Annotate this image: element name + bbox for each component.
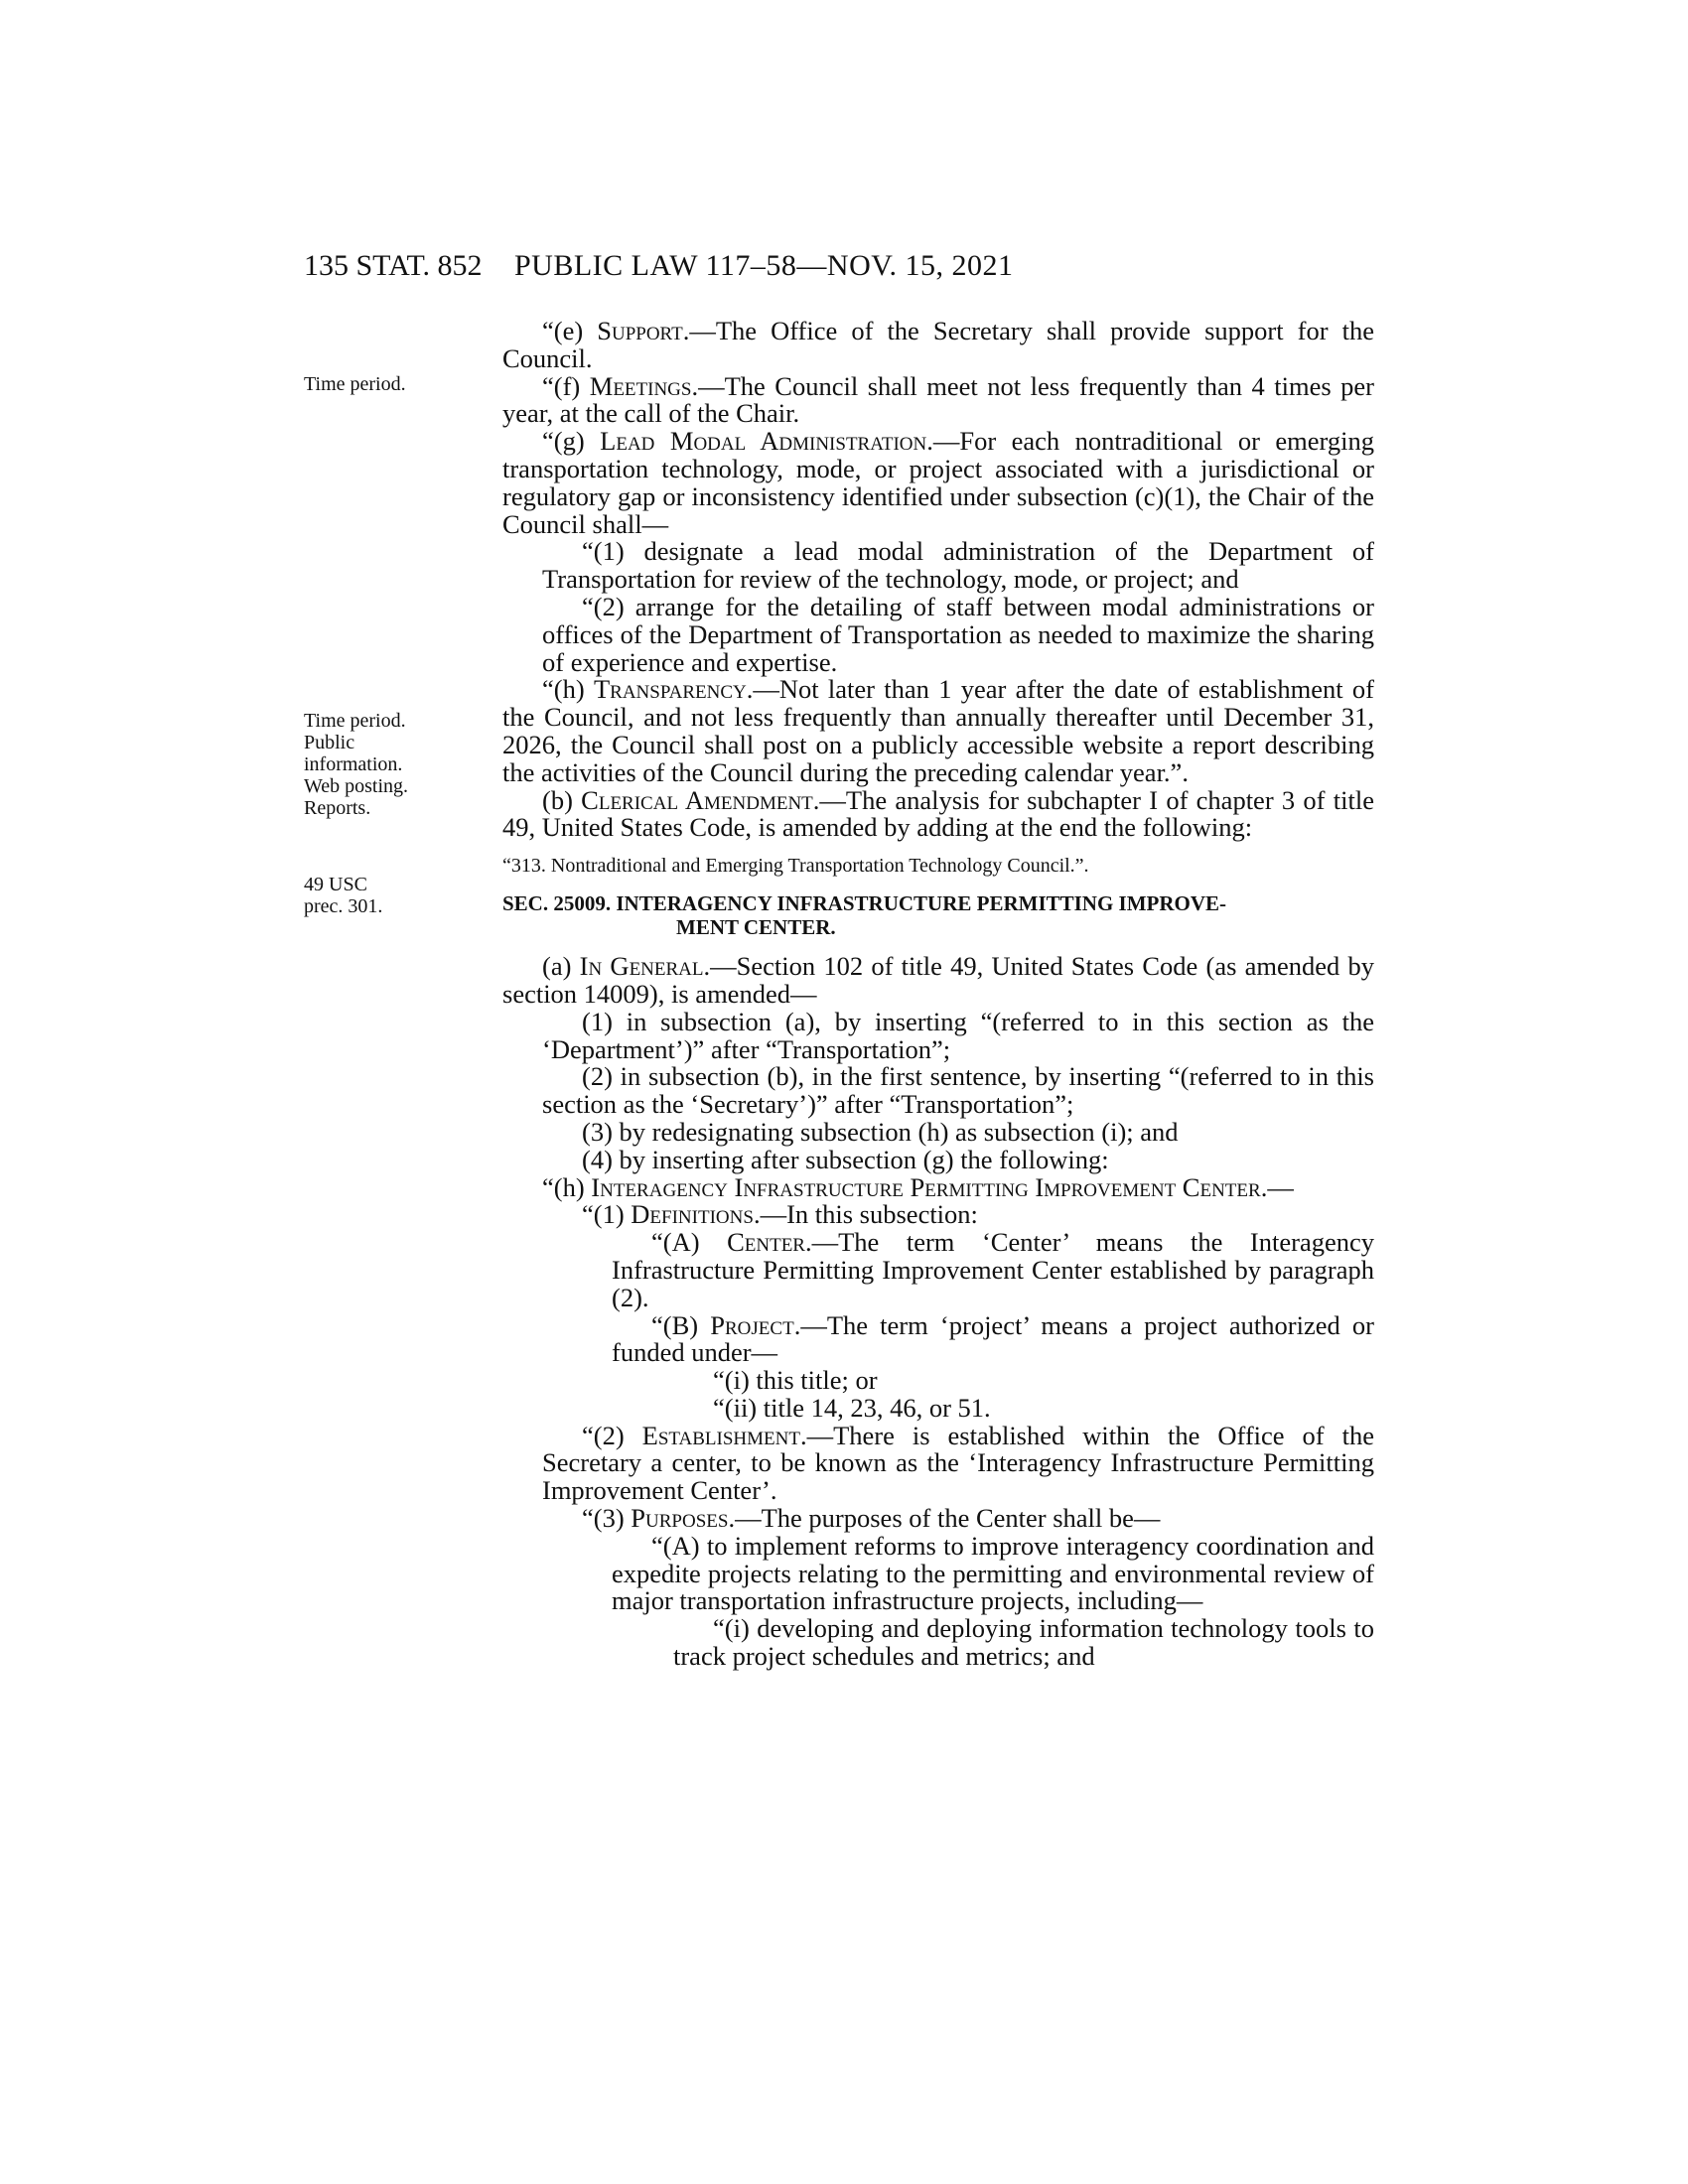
subsection-a: (a) In General.—Section 102 of title 49, United States Code (as amended by section 14009), is amended— <box>502 951 1375 1009</box>
heading-meetings: Meetings <box>589 370 692 401</box>
heading-transparency: Transparency <box>593 674 747 705</box>
margin-note-line: Web posting. <box>304 775 409 797</box>
clause-i: “(i) this title; or <box>713 1365 878 1396</box>
definition-center: “(A) Center.—The term ‘Center’ means the Interagency Infrastructure Permitting Improvement Center established by paragraph (2). <box>612 1227 1374 1312</box>
clause-ii: “(ii) title 14, 23, 46, or 51. <box>713 1392 991 1423</box>
purpose-a-i: “(i) developing and deploying information technology tools to track project schedules and metrics; and <box>673 1613 1374 1672</box>
heading-center: Interagency Infrastructure Permitting Improvement Center <box>591 1171 1261 1202</box>
definition-project: “(B) Project.—The term ‘project’ means a project authorized or funded under— <box>612 1309 1374 1368</box>
margin-note-time-period <box>304 373 453 395</box>
subsection-e: “(e) Support.—The Office of the Secretary shall provide support for the Council. <box>502 316 1374 373</box>
margin-note-line: Time period. <box>304 373 406 395</box>
margin-note-transparency <box>304 710 453 819</box>
heading-project-term: Project <box>710 1309 794 1340</box>
margin-note-line: Public <box>304 732 355 753</box>
body-text <box>502 318 1374 1671</box>
heading-support: Support <box>597 316 683 345</box>
heading-establishment: Establishment <box>641 1420 800 1450</box>
subsection-f: “(f) Meetings.—The Council shall meet not less frequently than 4 times per year, at the call of the Chair. <box>502 370 1374 429</box>
paragraph-definitions: “(1) Definitions.—In this subsection: <box>582 1199 978 1230</box>
margin-note-line: prec. 301. <box>304 895 383 917</box>
paragraph-g1: “(1) designate a lead modal administration of the Department of Transportation for review of the technology, mode, or project; and <box>542 536 1374 595</box>
margin-note-line: 49 USC <box>304 874 367 895</box>
table-of-sections-entry: “313. Nontraditional and Emerging Transportation Technology Council.”. <box>502 855 1089 878</box>
section-heading: SEC. 25009. INTERAGENCY INFRASTRUCTURE PERMITTING IMPROVE- MENT CENTER. <box>502 891 1227 940</box>
paragraph-a3: (3) by redesignating subsection (h) as subsection (i); and <box>582 1116 1179 1147</box>
heading-clerical: Clerical Amendment <box>581 784 813 815</box>
paragraph-a1: (1) in subsection (a), by inserting “(referred to in this section as the ‘Department’)” after “Transportation”; <box>542 1006 1374 1064</box>
subsection-g: “(g) Lead Modal Administration.—For each nontraditional or emerging transportation technology, mode, or project associated with a jurisdictional or regulatory gap or inconsistency identified under subsection (c)(1), the Chair of the Council shall— <box>502 426 1374 539</box>
margin-note-line: Time period. <box>304 710 406 732</box>
stat-page-number: 135 STAT. 852 <box>304 249 483 282</box>
heading-purposes: Purposes <box>631 1503 729 1534</box>
margin-note-usc <box>304 874 453 917</box>
subsection-h: “(h) Transparency.—Not later than 1 year after the date of establishment of the Council, and not less frequently than annually thereafter until December 31, 2026, the Council shall post on a publicly accessible website a report describing the activities of the Council during the preceding calendar year.”. <box>502 674 1374 787</box>
paragraph-a4: (4) by inserting after subsection (g) the following: <box>582 1144 1109 1174</box>
margin-note-line: information. <box>304 753 403 775</box>
heading-in-general: In General <box>579 951 704 982</box>
running-head: PUBLIC LAW 117–58—NOV. 15, 2021 <box>514 249 1014 282</box>
paragraph-establishment: “(2) Establishment.—There is established within the Office of the Secretary a center, to be known as the ‘Interagency Infrastructure Permitting Improvement Center’. <box>542 1420 1374 1506</box>
purpose-a: “(A) to implement reforms to improve interagency coordination and expedite projects relating to the permitting and environmental review of major transportation infrastructure projects, including— <box>612 1530 1374 1616</box>
subsection-h-center: “(h) Interagency Infrastructure Permitting Improvement Center.— <box>542 1171 1294 1202</box>
heading-definitions: Definitions <box>631 1199 754 1230</box>
subsection-b-clerical: (b) Clerical Amendment.—The analysis for subchapter I of chapter 3 of title 49, United States Code, is amended by adding at the end the following: <box>502 784 1374 843</box>
heading-lead-modal: Lead Modal Administration <box>600 426 927 457</box>
paragraph-a2: (2) in subsection (b), in the first sentence, by inserting “(referred to in this section as the ‘Secretary’)” after “Transportation”; <box>542 1061 1374 1120</box>
margin-note-line: Reports. <box>304 797 371 819</box>
paragraph-g2: “(2) arrange for the detailing of staff between modal administrations or offices of the Department of Transportation as needed to maximize the sharing of experience and expertise. <box>542 591 1374 677</box>
page-header <box>304 246 1374 286</box>
paragraph-purposes: “(3) Purposes.—The purposes of the Center shall be— <box>582 1503 1161 1534</box>
heading-center-term: Center <box>727 1227 805 1258</box>
